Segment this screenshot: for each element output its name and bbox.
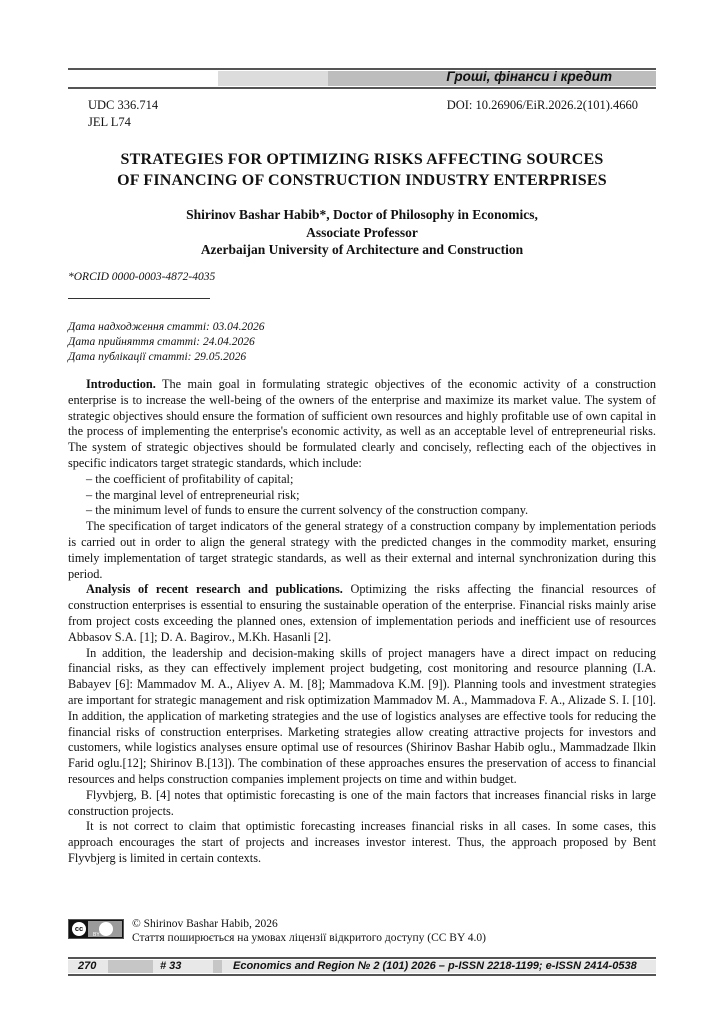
paragraph: It is not correct to claim that optimistic forecasting increases financial risks in all cases. In some cases, this approach encourages the start of projects and increases investor interest. Thus, the approach proposed by Bent Flyvbjerg is limited in certain contexts.: [68, 819, 656, 865]
heading-introduction: Introduction.: [86, 377, 156, 391]
doi: DOI: 10.26906/EiR.2026.2(101).4660: [446, 98, 638, 112]
udc-code: UDC 336.714: [88, 98, 159, 112]
cc-by-license-icon: [68, 919, 124, 939]
article-title: [68, 149, 656, 191]
author-block: [68, 206, 656, 259]
classification-block: [88, 97, 158, 131]
list-item: – the coefficient of profitability of capital;: [86, 471, 294, 486]
heading-analysis: Analysis of recent research and publications.: [86, 582, 343, 597]
license-block: [132, 917, 486, 945]
cc-logo: cc: [72, 922, 86, 936]
journal-section-title: Гроші, фінанси і кредит: [446, 69, 612, 84]
article-title-line-2: OF FINANCING OF CONSTRUCTION INDUSTRY ENTERPRISES: [117, 172, 607, 189]
paragraph-introduction: [68, 377, 656, 472]
by-person-icon: [99, 922, 113, 936]
author-affiliation: Azerbaijan University of Architecture and Construction: [200, 242, 524, 257]
date-published: Дата публікації статті: 29.05.2026: [68, 351, 247, 363]
paragraph: Flyvbjerg, B. [4] notes that optimistic forecasting is one of the main factors that increases financial risks in large construction projects.: [68, 787, 656, 818]
footnote-separator: [68, 298, 210, 299]
analysis-text: Optimizing the risks affecting the financial resources of construction enterprises is essential to ensuring the sustainable operation of the enterprise. Financial risks mainly arise from project costs exceeding the planned ones, extension of implementation periods and inefficient use of resources Abbasov S.A. [1]; D. A. Bagirov., M.Kh. Hasanli [2].: [68, 582, 657, 644]
footer-rule-bottom: [68, 974, 656, 976]
license-text: Стаття поширюється на умовах ліцензії відкритого доступу (CC BY 4.0): [132, 932, 486, 944]
copyright-notice: © Shirinov Bashar Habib, 2026: [132, 918, 278, 930]
introduction-text: The main goal in formulating strategic objectives of the economic activity of a construction enterprise is to increase the well-being of the owners of the enterprise and maximize its market value. The system of strategic objectives should ensure the formation of sufficient own resources and highly profitable use of own capital in the process of implementing the enterprise's economic activity, as well as an acceptable level of entrepreneurial risks. The system of strategic objectives should be formulated clearly and concisely, reflecting each of the objectives in specific indicators target strategic standards, which include:: [68, 377, 656, 470]
author-name: Shirinov Bashar Habib*, Doctor of Philosophy in Economics,: [186, 207, 538, 222]
orcid: *ORCID 0000-0003-4872-4035: [68, 271, 216, 283]
journal-citation: Economics and Region № 2 (101) 2026 – p-ISSN 2218-1199; e-ISSN 2414-0538: [233, 960, 637, 972]
article-body: [68, 377, 656, 867]
page-number: 270: [78, 960, 97, 972]
article-title-line-1: STRATEGIES FOR OPTIMIZING RISKS AFFECTING SOURCES: [120, 151, 604, 168]
date-accepted: Дата прийняття статті: 24.04.2026: [68, 336, 255, 348]
paragraph: The specification of target indicators of the general strategy of a construction company by implementation periods is carried out in order to align the general strategy with the predicted changes in the commodity market, ensuring timely implementation of target strategic standards, as well as their external and internal synchronization during this period.: [68, 519, 656, 581]
issue-number: # 33: [160, 960, 182, 972]
paragraph: In addition, the leadership and decision-making skills of project managers have a direct impact on reducing financial risks, as they can effectively implement project budgeting, cost monitoring and resource planning (I.A. Babayev [6]: Mammadov M. A., Aliyev A. M. [8]; Mammadova K.M. [9]). Planning tools and investment strategies are important for strategic management and risk optimization Mammadov M. A., Mammadova F. A., Alizade S. I. [10]. In addition, the application of marketing strategies and the use of logistics analyses are effective tools for reducing the financial risks of construction enterprises. Marketing strategies allow creating attractive projects for investors and customers, while logistics analyses ensure optimal use of resources (Shirinov Bashar Habib oglu., Mammadzade Ilkin Farid oglu.[12]; Shirinov B.[13]). The combination of these approaches ensures the preservation of access to financial resources and helps construction companies implement projects on time and within budget.: [68, 645, 656, 786]
by-label: BY: [93, 932, 100, 938]
list-item: – the marginal level of entrepreneurial risk;: [86, 487, 300, 502]
date-received: Дата надходження статті: 03.04.2026: [68, 321, 265, 333]
author-position: Associate Professor: [306, 224, 418, 240]
list-item: – the minimum level of funds to ensure the current solvency of the construction company.: [86, 503, 529, 518]
header-rule-bottom: [68, 87, 656, 89]
jel-code: JEL L74: [88, 115, 131, 129]
paragraph-analysis: [68, 582, 656, 645]
article-dates: [68, 320, 264, 365]
